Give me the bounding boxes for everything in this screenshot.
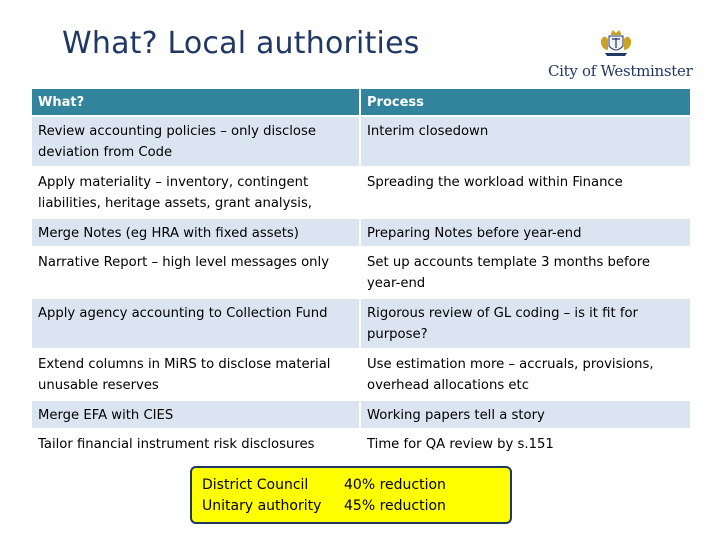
callout-row-unitary [202, 498, 446, 514]
table-cell-what: Merge Notes (eg HRA with fixed assets) [32, 219, 361, 246]
header-what: What? [32, 89, 361, 115]
table-cell-process: Set up accounts template 3 months before year-end [367, 255, 650, 291]
slide-title: What? Local authorities [62, 26, 420, 61]
callout-value: 45% reduction [344, 498, 446, 514]
table-cell-process: Preparing Notes before year-end [367, 226, 582, 241]
table-cell-process: Working papers tell a story [367, 408, 545, 423]
table-row [32, 117, 690, 168]
table-header-row [32, 89, 690, 117]
table-cell-process: Rigorous review of GL coding – is it fit for purpose? [367, 306, 638, 342]
logo-text: City of Westminster [548, 62, 693, 80]
table-cell-what: Merge EFA with CIES [32, 401, 361, 428]
table-cell-process: Time for QA review by s.151 [367, 437, 554, 452]
table-cell-what: Review accounting policies – only disclose deviation from Code [32, 117, 361, 166]
table-cell-what: Tailor financial instrument risk disclosures [32, 430, 361, 457]
table-cell-what: Extend columns in MiRS to disclose material unusable reserves [32, 350, 361, 399]
comparison-table [32, 89, 690, 459]
callout-label: Unitary authority [202, 498, 322, 514]
table-cell-process: Spreading the workload within Finance [367, 175, 623, 190]
reduction-callout [190, 466, 512, 524]
callout-label: District Council [202, 477, 309, 493]
table-row [32, 168, 690, 219]
table-cell-what: Apply materiality – inventory, contingent liabilities, heritage assets, grant analysis, [32, 168, 361, 217]
callout-value: 40% reduction [344, 477, 446, 493]
table-cell-what: Narrative Report – high level messages only [32, 248, 361, 297]
header-process: Process [367, 94, 424, 110]
table-row [32, 219, 690, 248]
table-cell-process: Use estimation more – accruals, provisions, overhead allocations etc [367, 357, 654, 393]
table-row [32, 299, 690, 350]
table-row [32, 401, 690, 430]
table-row [32, 248, 690, 299]
table-cell-process: Interim closedown [367, 124, 489, 139]
coat-of-arms-icon [599, 30, 633, 58]
table-cell-what: Apply agency accounting to Collection Fund [32, 299, 361, 348]
callout-row-district [202, 477, 446, 493]
table-row [32, 350, 690, 401]
city-of-westminster-logo [548, 30, 693, 82]
table-row [32, 430, 690, 459]
